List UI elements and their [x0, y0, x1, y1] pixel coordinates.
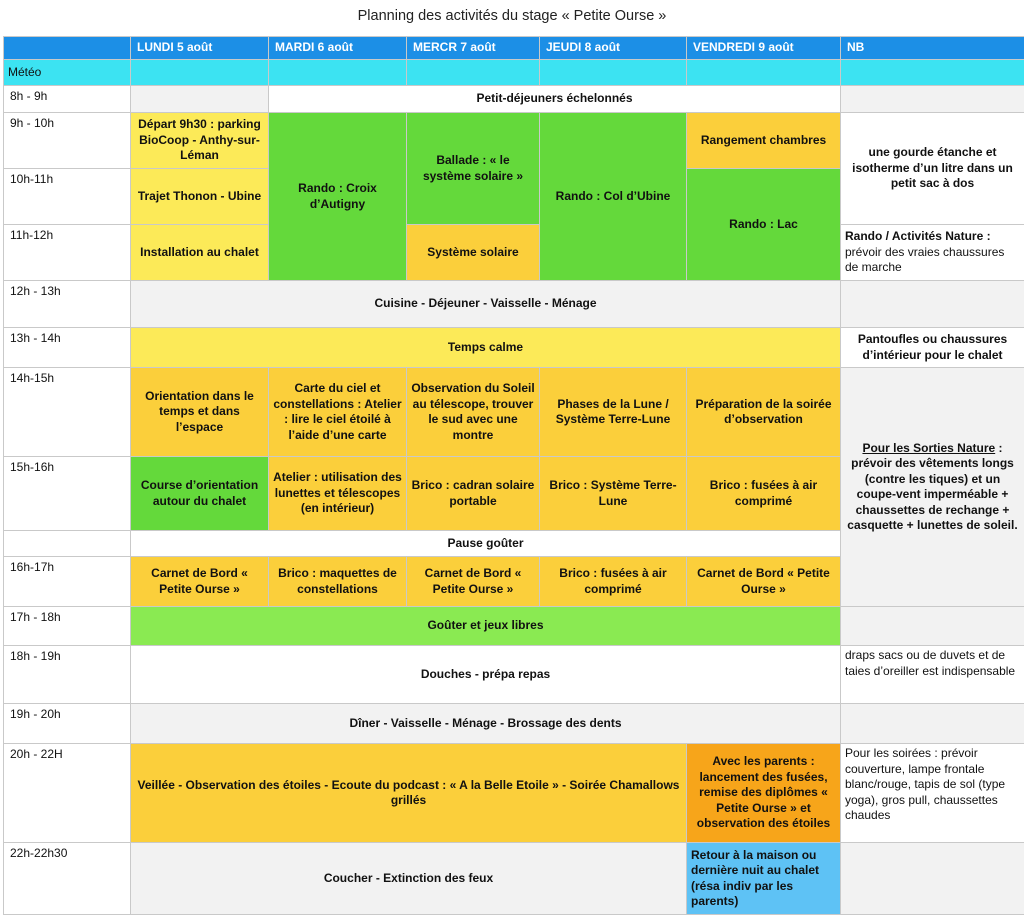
meteo-cell [131, 60, 269, 86]
activity-rando-ubine: Rando : Col d’Ubine [540, 113, 687, 281]
page-title: Planning des activités du stage « Petite Ourse » [357, 8, 667, 24]
row-19h [4, 704, 1024, 744]
activity-brico-systeme: Brico : Système Terre-Lune [540, 457, 687, 531]
nb-cell [841, 60, 1024, 86]
time-label: 18h - 19h [4, 646, 131, 704]
activity-brico-cadran: Brico : cadran solaire portable [407, 457, 540, 531]
time-label: 17h - 18h [4, 607, 131, 646]
nb-rando-title: Rando / Activités Nature : [845, 229, 991, 244]
nb-cell [841, 843, 1024, 915]
activity-carte-ciel: Carte du ciel et constellations : Atelier : lire le ciel étoilé à l’aide d’une carte [269, 368, 407, 457]
row-20h [4, 744, 1024, 843]
activity-systeme-solaire: Système solaire [407, 225, 540, 281]
nb-cell [841, 704, 1024, 744]
activity-parents: Avec les parents : lancement des fusées, remise des diplômes « Petite Ourse » et observation des étoiles [687, 744, 841, 843]
nb-rando-text: prévoir des vraies chaussures de marche [845, 244, 1005, 275]
nb-cell [841, 86, 1024, 113]
activity-diner: Dîner - Vaisselle - Ménage - Brossage des dents [131, 704, 841, 744]
nb-soirees: Pour les soirées : prévoir couverture, lampe frontale blanc/rouge, tapis de sol (type yoga), gros pull, chaussettes chaudes [841, 744, 1024, 843]
activity-rando-lac: Rando : Lac [687, 169, 841, 281]
nb-cell [841, 281, 1024, 328]
activity-veillee: Veillée - Observation des étoiles - Ecoute du podcast : « A la Belle Etoile » - Soirée Chamallows grillés [131, 744, 687, 843]
time-label: 15h-16h [4, 457, 131, 531]
activity-carnet-vendredi: Carnet de Bord « Petite Ourse » [687, 557, 841, 607]
activity-orientation: Orientation dans le temps et dans l’espace [131, 368, 269, 457]
meteo-cell [269, 60, 407, 86]
header-cell-jeudi: JEUDI 8 août [540, 37, 687, 60]
header-cell-mercredi: MERCR 7 août [407, 37, 540, 60]
activity-brico-fusees: Brico : fusées à air comprimé [687, 457, 841, 531]
activity-depart: Départ 9h30 : parking BioCoop - Anthy-sur-Léman [131, 113, 269, 169]
nb-sorties-title: Pour les Sorties Nature [862, 440, 996, 455]
meteo-cell [687, 60, 841, 86]
activity-gouter: Goûter et jeux libres [131, 607, 841, 646]
nb-gourde: une gourde étanche et isotherme d’un litre dans un petit sac à dos [841, 113, 1024, 225]
row-12h [4, 281, 1024, 328]
activity-rando-croix: Rando : Croix d’Autigny [269, 113, 407, 281]
activity-preparation: Préparation de la soirée d’observation [687, 368, 841, 457]
time-label: 20h - 22H [4, 744, 131, 843]
activity-carnet-mercredi: Carnet de Bord « Petite Ourse » [407, 557, 540, 607]
meteo-row [4, 60, 1024, 86]
row-22h [4, 843, 1024, 915]
row-18h [4, 646, 1024, 704]
nb-pantoufles: Pantoufles ou chaussures d’intérieur pour le chalet [841, 328, 1024, 368]
row-8h [4, 86, 1024, 113]
nb-draps: draps sacs ou de duvets et de taies d’oreiller est indispensable [841, 646, 1024, 704]
activity-coucher: Coucher - Extinction des feux [131, 843, 687, 915]
time-label: 16h-17h [4, 557, 131, 607]
time-label: 9h - 10h [4, 113, 131, 169]
time-label: 13h - 14h [4, 328, 131, 368]
time-label: 8h - 9h [4, 86, 131, 113]
activity-installation: Installation au chalet [131, 225, 269, 281]
activity-douches: Douches - prépa repas [131, 646, 841, 704]
activity-observation-soleil: Observation du Soleil au télescope, trouver le sud avec une montre [407, 368, 540, 457]
time-label: 12h - 13h [4, 281, 131, 328]
time-label: 22h-22h30 [4, 843, 131, 915]
header-row [4, 37, 1024, 60]
header-cell-time [4, 37, 131, 60]
row-13h [4, 328, 1024, 368]
activity-temps-calme: Temps calme [131, 328, 841, 368]
header-cell-nb: NB [841, 37, 1024, 60]
activity-retour: Retour à la maison ou dernière nuit au chalet (résa indiv par les parents) [687, 843, 841, 915]
activity-trajet: Trajet Thonon - Ubine [131, 169, 269, 225]
activity-rangement: Rangement chambres [687, 113, 841, 169]
empty-cell [4, 531, 131, 557]
activity-pause-gouter: Pause goûter [131, 531, 841, 557]
activity-brico-maquettes: Brico : maquettes de constellations [269, 557, 407, 607]
time-label: 11h-12h [4, 225, 131, 281]
row-14h [4, 368, 1024, 457]
row-11h [4, 225, 1024, 281]
header-cell-vendredi: VENDREDI 9 août [687, 37, 841, 60]
time-label: 10h-11h [4, 169, 131, 225]
time-label: 19h - 20h [4, 704, 131, 744]
empty-cell [131, 86, 269, 113]
meteo-cell [540, 60, 687, 86]
header-cell-mardi: MARDI 6 août [269, 37, 407, 60]
schedule-table [3, 36, 1024, 915]
time-label: 14h-15h [4, 368, 131, 457]
nb-sorties: Pour les Sorties Nature : prévoir des vêtements longs (contre les tiques) et un coupe-vent imperméable + chaussettes de rechange + casquette + lunettes de soleil. [841, 368, 1024, 607]
nb-rando [841, 225, 1024, 281]
activity-phases-lune: Phases de la Lune / Système Terre-Lune [540, 368, 687, 457]
activity-ballade: Ballade : « le système solaire » [407, 113, 540, 225]
activity-petit-dejeuner: Petit-déjeuners échelonnés [269, 86, 841, 113]
header-cell-lundi: LUNDI 5 août [131, 37, 269, 60]
activity-carnet-lundi: Carnet de Bord « Petite Ourse » [131, 557, 269, 607]
activity-cuisine: Cuisine - Déjeuner - Vaisselle - Ménage [131, 281, 841, 328]
row-9h [4, 113, 1024, 169]
meteo-label: Météo [4, 60, 131, 86]
activity-course: Course d’orientation autour du chalet [131, 457, 269, 531]
activity-atelier-lunettes: Atelier : utilisation des lunettes et télescopes (en intérieur) [269, 457, 407, 531]
nb-sorties-text: prévoir des vêtements longs (contre les tiques) et un coupe-vent imperméable + chaussettes de rechange + casquette + lunettes de soleil. [847, 456, 1018, 532]
nb-cell [841, 607, 1024, 646]
row-17h [4, 607, 1024, 646]
activity-brico-fusees-jeudi: Brico : fusées à air comprimé [540, 557, 687, 607]
meteo-cell [407, 60, 540, 86]
